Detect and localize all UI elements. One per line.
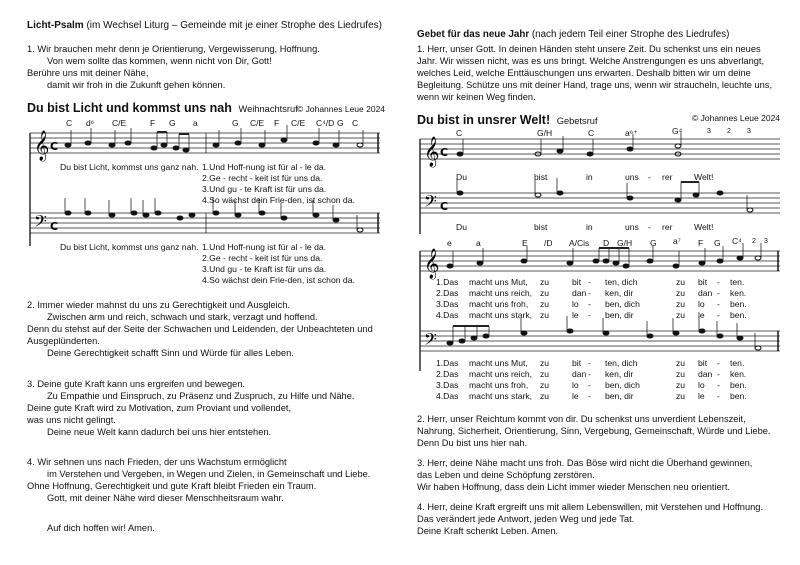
paragraph-line: Zwischen arm und reich, schwach und stark, verzagt und hoffend. xyxy=(47,312,318,322)
verse-word: - xyxy=(588,299,591,309)
paragraph-line: 1. Herr, unser Gott. In deinen Händen steht unsere Zeit. Du schenkst uns ein neues xyxy=(417,44,761,54)
svg-text:𝄞: 𝄞 xyxy=(34,131,50,161)
chord-symbol: A/Cis xyxy=(569,238,590,248)
chord-symbol: G xyxy=(714,238,721,248)
chord-symbol: 2 xyxy=(727,128,731,135)
svg-text:𝄞: 𝄞 xyxy=(424,249,440,279)
verse-word: zu xyxy=(676,391,686,401)
paragraph-line: 2. Herr, unser Reichtum kommt von dir. Du schenkst uns unverdient Lebenszeit, xyxy=(417,414,746,424)
verse-line xyxy=(436,299,747,309)
chord-symbol: 3 xyxy=(707,128,711,135)
verse-word: ken, dir xyxy=(605,288,634,298)
lyric-word: Welt! xyxy=(694,222,714,232)
svg-text:𝄞: 𝄞 xyxy=(424,137,440,167)
paragraph-line: Wir haben Hoffnung, dass dein Licht immer wieder Menschen neu orientiert. xyxy=(417,482,730,492)
verse-word: dan xyxy=(698,288,713,298)
bass-staff xyxy=(30,208,380,244)
verse-line: 3.Und gu - te Kraft ist für uns da. xyxy=(202,264,327,274)
svg-text:C: C xyxy=(50,140,59,153)
chord-symbol: d⁶ xyxy=(86,118,95,128)
chord-symbol: C⁴ xyxy=(732,236,742,246)
verse-word: macht uns reich, xyxy=(469,288,533,298)
paragraph-line: Jahr. Wir wissen nicht, was es uns bringt. Welche Anstrengungen es uns abverlangt, xyxy=(417,56,765,66)
verse-line xyxy=(436,288,747,298)
treble-staff xyxy=(420,134,780,168)
verse-word: macht uns stark, xyxy=(469,310,533,320)
lyric-word: Du xyxy=(456,222,467,232)
psalm-line: damit wir froh in die Zukunft gehen können. xyxy=(47,80,226,90)
lyric-line: Du bist Licht, kommst uns ganz nah. xyxy=(60,162,199,172)
paragraph-line: Denn du stehst auf der Seite der Schwachen und Leidenden, der Unbeachteten und xyxy=(27,324,373,334)
chord-symbol: G xyxy=(232,118,239,128)
chord-symbol: a xyxy=(476,238,481,248)
verse-word: 1.Das xyxy=(436,358,459,368)
verse-word: zu xyxy=(540,299,550,309)
verse-word: le xyxy=(698,310,705,320)
verse-line xyxy=(436,277,745,287)
copyright: © Johannes Leue 2024 xyxy=(692,113,781,123)
verse-word: - xyxy=(717,358,720,368)
verse-word: zu xyxy=(676,358,686,368)
verse-line xyxy=(436,310,747,320)
verse-word: - xyxy=(588,358,591,368)
verse-word: ben. xyxy=(730,299,747,309)
svg-text:C: C xyxy=(50,220,59,233)
verse-line: 1.Und Hoff-nung ist für al - le da. xyxy=(202,242,327,252)
verse-word: ten, dich xyxy=(605,358,638,368)
chord-symbol: G/H xyxy=(617,238,633,248)
verse-word: - xyxy=(717,380,720,390)
verse-word: zu xyxy=(540,369,550,379)
song-heading xyxy=(27,101,298,116)
chord-symbol: F xyxy=(150,118,156,128)
verse-word: zu xyxy=(676,310,686,320)
verse-word: zu xyxy=(540,288,550,298)
lyric-word: bist xyxy=(534,222,548,232)
paragraph-line: Deine neue Welt kann dadurch bei uns hier entstehen. xyxy=(47,427,272,437)
svg-text:𝄢: 𝄢 xyxy=(424,191,437,215)
verse-word: zu xyxy=(540,380,550,390)
verse-word: dan xyxy=(572,369,587,379)
verse-line: 3.Und gu - te Kraft ist für uns da. xyxy=(202,184,327,194)
verse-line xyxy=(436,358,745,368)
verse-word: - xyxy=(588,310,591,320)
verse-word: ben, dich xyxy=(605,380,640,390)
verse-word: macht uns froh, xyxy=(469,380,529,390)
paragraph-line: 3. Herr, deine Nähe macht uns froh. Das Böse wird nicht die Überhand gewinnen, xyxy=(417,458,753,468)
verse-word: macht uns froh, xyxy=(469,299,529,309)
chord-symbol: a⁶⁺ xyxy=(625,128,638,138)
verse-word: lo xyxy=(698,380,705,390)
verse-word: lo xyxy=(572,299,579,309)
verse-word: ben, dir xyxy=(605,310,634,320)
verse-word: 2.Das xyxy=(436,288,459,298)
verse-word: zu xyxy=(676,369,686,379)
verse-word: 1.Das xyxy=(436,277,459,287)
verse-word: - xyxy=(717,288,720,298)
verse-word: ben. xyxy=(730,310,747,320)
chord-symbol: e xyxy=(447,238,452,248)
verse-word: ten, dich xyxy=(605,277,638,287)
psalm-subtitle: (im Wechsel Liturg – Gemeinde mit je einer Strophe des Liedrufes) xyxy=(86,20,382,31)
paragraph-line: 4. Herr, deine Kraft ergreift uns mit allem Lebenswillen, mit Verstehen und Hoffnung. xyxy=(417,502,764,512)
chord-symbol: G xyxy=(169,118,176,128)
lyric-line: Du bist Licht, kommst uns ganz nah. xyxy=(60,242,199,252)
chord-symbol: D xyxy=(603,238,610,248)
chord-symbol: F xyxy=(274,118,280,128)
verse-word: ten. xyxy=(730,358,745,368)
paragraph-line: 4. Wir sehnen uns nach Frieden, der uns Wachstum ermöglicht xyxy=(27,457,287,467)
verse-word: macht uns stark, xyxy=(469,391,533,401)
verse-line xyxy=(436,369,747,379)
lyric-word: Du xyxy=(456,172,467,182)
verse-word: zu xyxy=(540,358,550,368)
paragraph-line: 2. Immer wieder mahnst du uns zu Gerechtigkeit und Ausgleich. xyxy=(27,300,291,310)
bass-staff xyxy=(420,326,780,358)
chord-symbol: G xyxy=(337,118,344,128)
verse-word: ken. xyxy=(730,288,747,298)
paragraph-line: wenn wir keinen Weg finden. xyxy=(417,92,536,102)
paragraph-line: Deine Kraft schenkt Leben. Amen. xyxy=(417,526,559,536)
verse-word: ben, dich xyxy=(605,299,640,309)
verse-word: zu xyxy=(676,299,686,309)
lyric-word: - xyxy=(648,172,651,182)
verse-word: lo xyxy=(698,299,705,309)
verse-word: - xyxy=(717,391,720,401)
lyric-word: uns xyxy=(625,172,639,182)
chord-symbol: E xyxy=(522,238,528,248)
verse-word: ken. xyxy=(730,369,747,379)
verse-line: 4.So wächst dein Frie-den, ist schon da. xyxy=(202,195,355,205)
psalm-line: Berühre uns mit deiner Nähe, xyxy=(27,68,149,78)
svg-text:𝄢: 𝄢 xyxy=(424,329,437,353)
chord-symbol: C/E xyxy=(112,118,127,128)
verse-word: 4.Das xyxy=(436,391,459,401)
verse-word: 2.Das xyxy=(436,369,459,379)
copyright: © Johannes Leue 2024 xyxy=(297,104,386,114)
paragraph-line: Ohne Hoffnung, Gerechtigkeit und gute Kraft bleibt Frieden ein Traum. xyxy=(27,481,317,491)
paragraph-line: Denn Du bist uns hier nah. xyxy=(417,438,528,448)
verse-line: 4.So wächst dein Frie-den, ist schon da. xyxy=(202,275,355,285)
chord-symbol: /D xyxy=(544,238,553,248)
lyric-word: rer xyxy=(662,222,673,232)
lyric-word: rer xyxy=(662,172,673,182)
lyric-word: - xyxy=(648,222,651,232)
verse-word: dan xyxy=(572,288,587,298)
song-type: Gebetsruf xyxy=(556,116,598,126)
verse-word: - xyxy=(588,369,591,379)
verse-word: zu xyxy=(676,288,686,298)
verse-word: zu xyxy=(676,277,686,287)
verse-word: 3.Das xyxy=(436,299,459,309)
verse-word: - xyxy=(717,277,720,287)
chord-symbol: C/E xyxy=(291,118,306,128)
song-type: Weihnachtsruf xyxy=(238,104,298,114)
song-title: Du bist Licht und kommst uns nah xyxy=(27,101,232,115)
verse-word: lo xyxy=(572,380,579,390)
paragraph-line: Ausgeplünderten. xyxy=(27,336,100,346)
psalm-heading xyxy=(27,20,382,32)
verse-word: dan xyxy=(698,369,713,379)
chord-symbol: 2 xyxy=(752,238,756,245)
paragraph-line: Deine Gerechtigkeit schafft Sinn und Würde für alles Leben. xyxy=(47,348,294,358)
chord-symbol: 3 xyxy=(747,128,751,135)
verse-word: - xyxy=(588,277,591,287)
verse-word: bit xyxy=(698,358,708,368)
svg-text:𝄢: 𝄢 xyxy=(34,211,47,235)
paragraph-line: Gott, mit deiner Nähe wird dieser Menschheitsraum wahr. xyxy=(47,493,284,503)
paragraph-line: welches Leid, welche Enttäuschungen uns erwarten. Deshalb bitten wir um deine xyxy=(417,68,751,78)
prayer-title: Gebet für das neue Jahr xyxy=(417,29,530,40)
paragraph-line: 3. Deine gute Kraft kann uns ergreifen und bewegen. xyxy=(27,379,246,389)
verse-word: - xyxy=(588,288,591,298)
chord-symbol: F xyxy=(698,238,704,248)
lyric-word: Welt! xyxy=(694,172,714,182)
lyric-word: in xyxy=(586,172,593,182)
paragraph-line: im Verstehen und Vergeben, in Wegen und Zielen, in Gemeinschaft und Liebe. xyxy=(47,469,371,479)
verse-word: le xyxy=(698,391,705,401)
treble-staff xyxy=(420,246,780,278)
chord-symbol: 3 xyxy=(764,238,768,245)
chord-symbol: G xyxy=(650,238,657,248)
verse-word: ken, dir xyxy=(605,369,634,379)
paragraph-line: das Leben und deine Schöpfung zerstören. xyxy=(417,470,595,480)
lyric-word: uns xyxy=(625,222,639,232)
verse-word: ten. xyxy=(730,277,745,287)
verse-word: bit xyxy=(572,277,582,287)
paragraph-line: Zu Empathie und Einspruch, zu Präsenz und Zuspruch, zu Hilfe und Nähe. xyxy=(47,391,355,401)
song-heading xyxy=(417,113,598,128)
verse-line xyxy=(436,391,747,401)
chord-symbol: C xyxy=(352,118,359,128)
verse-word: - xyxy=(717,299,720,309)
verse-word: zu xyxy=(540,310,550,320)
bass-staff xyxy=(420,188,780,222)
verse-word: le xyxy=(572,310,579,320)
psalm-line: 1. Wir brauchen mehr denn je Orientierung, Vergewisserung, Hoffnung. xyxy=(27,44,320,54)
svg-text:C: C xyxy=(440,146,449,159)
chord-symbol: a xyxy=(193,118,198,128)
svg-text:C: C xyxy=(440,200,449,213)
psalm-line: Von wem sollte das kommen, wenn nicht von Dir, Gott! xyxy=(47,56,272,66)
chord-symbol: a⁷ xyxy=(673,236,681,246)
verse-line: 2.Ge - recht - keit ist für uns da. xyxy=(202,173,323,183)
prayer-subtitle: (nach jedem Teil einer Strophe des Liedrufes) xyxy=(531,29,730,40)
chord-symbol: G/H xyxy=(537,128,553,138)
verse-word: macht uns Mut, xyxy=(469,358,528,368)
verse-word: bit xyxy=(698,277,708,287)
verse-word: - xyxy=(588,391,591,401)
paragraph-line: Nahrung, Sicherheit, Orientierung, Sinn, Vergebung, Gemeinschaft, Würde und Liebe. xyxy=(417,426,771,436)
paragraph-line: was uns nicht gelingt. xyxy=(27,415,116,425)
verse-word: 3.Das xyxy=(436,380,459,390)
verse-word: ben. xyxy=(730,380,747,390)
paragraph-line: Das verändert jede Antwort, jeden Weg und jede Tat. xyxy=(417,514,635,524)
verse-line: 2.Ge - recht - keit ist für uns da. xyxy=(202,253,323,263)
verse-word: zu xyxy=(540,391,550,401)
chord-symbol: C xyxy=(588,128,595,138)
verse-word: zu xyxy=(676,380,686,390)
paragraph-line: Deine gute Kraft wird zu Motivation, zum Proviant und vollendet, xyxy=(27,403,292,413)
lyric-word: bist xyxy=(534,172,548,182)
closing-line: Auf dich hoffen wir! Amen. xyxy=(47,523,155,533)
verse-word: le xyxy=(572,391,579,401)
verse-word: - xyxy=(717,310,720,320)
prayer-heading xyxy=(417,29,729,41)
chord-symbol: C xyxy=(456,128,463,138)
verse-word: ben. xyxy=(730,391,747,401)
verse-word: macht uns Mut, xyxy=(469,277,528,287)
verse-word: ben, dir xyxy=(605,391,634,401)
verse-word: macht uns reich, xyxy=(469,369,533,379)
verse-word: - xyxy=(588,380,591,390)
chord-symbol: C⁴/D xyxy=(316,118,335,128)
psalm-title: Licht-Psalm xyxy=(27,20,84,31)
verse-word: 4.Das xyxy=(436,310,459,320)
verse-line xyxy=(436,380,747,390)
song-title: Du bist in unsrer Welt! xyxy=(417,113,551,127)
verse-word: zu xyxy=(540,277,550,287)
chord-symbol: C xyxy=(66,118,73,128)
verse-word: - xyxy=(717,369,720,379)
chord-symbol: G⁴ xyxy=(672,126,683,136)
paragraph-line: Begleitung. Schütze uns mit deiner Hand, trage uns, wenn wir straucheln, leuchte uns, xyxy=(417,80,773,90)
chord-symbol: C/E xyxy=(250,118,265,128)
verse-word: bit xyxy=(572,358,582,368)
verse-line: 1.Und Hoff-nung ist für al - le da. xyxy=(202,162,327,172)
lyric-word: in xyxy=(586,222,593,232)
